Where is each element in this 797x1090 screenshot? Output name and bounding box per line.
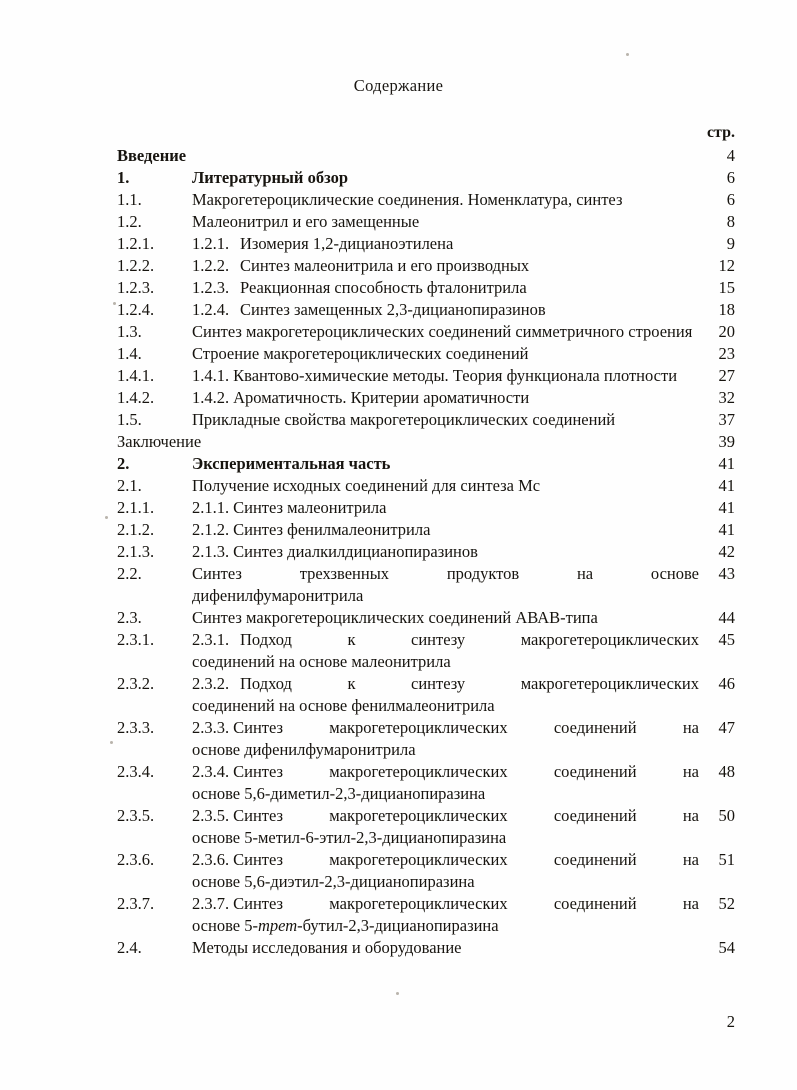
toc-entry-number: 2.3.2. [117,674,155,693]
toc-entry[interactable] [117,211,735,233]
toc-entry-page-number: 43 [718,564,735,583]
toc-entry-number: 1.4.1. [117,366,155,385]
toc-entry-page-number: 4 [726,146,735,165]
toc-entry-title [192,255,699,277]
toc-entry-title [192,321,699,343]
toc-entry[interactable] [117,497,735,519]
toc-entry-page-number: 51 [718,850,735,869]
toc-entry-title [192,937,699,959]
toc-entry-title [192,409,699,431]
toc-entry-page-number: 8 [726,212,735,231]
toc-title-text: Синтез фенилмалеонитрила [233,520,431,539]
toc-entry[interactable] [117,893,735,937]
toc-entry-page-number: 39 [718,432,735,451]
toc-entry[interactable] [117,167,735,189]
scan-speckle [113,302,116,305]
toc-entry-number: 2.1. [117,476,142,495]
toc-entry-number: 1.3. [117,322,142,341]
toc-entry-number: 1.4. [117,344,142,363]
toc-entry-number: 1.2.3. [117,278,155,297]
toc-entry-title [192,387,699,409]
toc-title-text: Экспериментальная часть [192,454,391,473]
scan-speckle [396,992,399,995]
toc-entry-title [192,805,699,849]
toc-entry[interactable] [117,805,735,849]
toc-entry-number: 2.3.7. [192,894,230,913]
toc-entry-page-number: 52 [718,894,735,913]
toc-entry-number: 2.3.2. [192,674,230,693]
toc-title-text: Синтез малеонитрила и его производных [240,256,530,275]
toc-title-line: 2.3.7. Синтез макрогетероциклических соединений на [192,894,699,913]
toc-entry-number: 2.3.4. [192,762,230,781]
toc-title-text: Макрогетероциклические соединения. Номенклатура, синтез [192,190,623,209]
toc-entry[interactable] [117,453,735,475]
toc-title-text: Получение исходных соединений для синтеза Мс [192,476,541,495]
toc-entry[interactable] [117,321,735,343]
toc-entry-number: 2.1.1. [117,498,155,517]
toc-entry[interactable] [117,409,735,431]
pages-column-header: стр. [706,124,735,141]
toc-entry-page-number: 41 [718,520,735,539]
page-title: Содержание [353,76,444,95]
toc-title-line: соединений на основе фенилмалеонитрила [192,696,495,715]
toc-entry-number: 1.5. [117,410,142,429]
toc-entry-title [192,893,699,937]
toc-entry[interactable] [117,519,735,541]
toc-entry-title [192,453,699,475]
toc-entry[interactable] [117,365,735,387]
toc-entry[interactable] [117,475,735,497]
toc-entry-title [192,299,699,321]
toc-entry[interactable] [117,607,735,629]
toc-entry-number: 2.3.3. [117,718,155,737]
toc-entry-number: 2.3.4. [117,762,155,781]
toc-title-line: соединений на основе малеонитрила [192,652,451,671]
toc-title-text: Синтез макрогетероциклических соединений симметричного строения [192,322,693,341]
toc-entry-number: 1. [117,168,130,187]
toc-title-line: 2.3.1. Подход к синтезу макрогетероциклических [192,630,699,649]
toc-entry[interactable] [117,849,735,893]
toc-entry-number: 1.4.2. [192,388,230,407]
toc-entry-number: 1.2.4. [117,300,155,319]
toc-entry-number: 2.3.6. [117,850,155,869]
toc-entry-title [192,277,699,299]
toc-entry-title [192,541,699,563]
toc-entry[interactable] [117,343,735,365]
scan-speckle [105,516,108,519]
toc-entry-number: 1.2.2. [117,256,155,275]
toc-entry-page-number: 12 [718,256,735,275]
toc-title-text: Введение [117,146,187,165]
scan-speckle [626,53,629,56]
toc-entry-page-number: 15 [718,278,735,297]
toc-entry-number: 1.2.2. [192,256,230,275]
toc-title-text: Строение макрогетероциклических соединений [192,344,529,363]
toc-entry-page-number: 47 [718,718,735,737]
table-of-contents [117,145,735,959]
toc-title-text: Синтез замещенных 2,3-дицианопиразинов [240,300,546,319]
toc-title-line: основе 5-метил-6-этил-2,3-дицианопиразина [192,828,507,847]
toc-title-text: Заключение [117,432,202,451]
toc-title-text: Изомерия 1,2-дицианоэтилена [240,234,454,253]
toc-title-text: Малеонитрил и его замещенные [192,212,420,231]
toc-entry-title [192,189,699,211]
toc-entry-number: 2.3.5. [192,806,230,825]
toc-entry[interactable] [117,145,735,167]
toc-entry[interactable] [117,299,735,321]
scan-speckle [110,741,113,744]
toc-entry-number: 1.2.4. [192,300,230,319]
toc-entry-page-number: 42 [718,542,735,561]
toc-entry-number: 2. [117,454,130,473]
toc-entry-page-number: 41 [718,476,735,495]
toc-entry[interactable] [117,277,735,299]
toc-entry-number: 2.3.5. [117,806,155,825]
toc-title-line: основе 5-трет-бутил-2,3-дицианопиразина [192,916,499,935]
toc-entry-title [192,167,699,189]
toc-title-text: Литературный обзор [192,168,349,187]
toc-title-text: Ароматичность. Критерии ароматичности [233,388,530,407]
toc-entry[interactable] [117,563,735,607]
toc-entry[interactable] [117,541,735,563]
toc-entry-title [192,673,699,717]
toc-entry-title [192,629,699,673]
toc-entry-page-number: 41 [718,498,735,517]
toc-entry-title [192,849,699,893]
toc-entry-number: 2.3.7. [117,894,155,913]
toc-entry-number: 2.3. [117,608,142,627]
toc-entry-number: 2.1.3. [192,542,230,561]
toc-entry-title [192,497,699,519]
toc-title-line: 2.3.4. Синтез макрогетероциклических соединений на [192,762,699,781]
toc-entry-number: 2.1.2. [117,520,155,539]
toc-entry-number: 2.4. [117,938,142,957]
toc-entry-page-number: 20 [718,322,735,341]
toc-entry-number: 2.1.2. [192,520,230,539]
toc-entry[interactable] [117,255,735,277]
toc-entry-page-number: 50 [718,806,735,825]
toc-entry-number: 1.1. [117,190,142,209]
toc-entry[interactable] [117,761,735,805]
toc-title-line: основе дифенилфумаронитрила [192,740,416,759]
toc-entry-title [117,145,699,167]
toc-title-line: дифенилфумаронитрила [192,586,364,605]
toc-entry-title [192,717,699,761]
toc-title-italic-part: трет [257,916,298,935]
toc-entry-number: 1.4.1. [192,366,230,385]
toc-entry-number: 2.3.6. [192,850,230,869]
toc-entry-number: 2.3.1. [192,630,230,649]
toc-entry-number: 2.1.3. [117,542,155,561]
toc-entry-title [192,607,699,629]
toc-entry-title [192,365,699,387]
toc-entry-title [192,211,699,233]
toc-title-text: Синтез малеонитрила [233,498,387,517]
toc-entry-page-number: 37 [718,410,735,429]
toc-title-text: Реакционная способность фталонитрила [240,278,527,297]
toc-entry-title [192,761,699,805]
toc-entry-number: 2.3.1. [117,630,155,649]
toc-entry-page-number: 32 [718,388,735,407]
toc-entry-page-number: 44 [718,608,735,627]
toc-entry-number: 2.2. [117,564,142,583]
toc-entry-page-number: 23 [718,344,735,363]
toc-entry-page-number: 46 [718,674,735,693]
toc-entry-page-number: 41 [718,454,735,473]
toc-entry[interactable] [117,629,735,673]
toc-title-line: 2.3.6. Синтез макрогетероциклических соединений на [192,850,699,869]
page-folio: 2 [726,1012,735,1031]
toc-title-text: Методы исследования и оборудование [192,938,462,957]
toc-title-text: Синтез диалкилдицианопиразинов [233,542,478,561]
toc-entry-page-number: 9 [726,234,735,253]
toc-entry[interactable] [117,673,735,717]
toc-entry-page-number: 48 [718,762,735,781]
toc-entry-page-number: 6 [726,190,735,209]
toc-entry[interactable] [117,431,735,453]
toc-entry-title [192,519,699,541]
toc-entry[interactable] [117,233,735,255]
toc-entry-title [192,343,699,365]
toc-entry-title [117,431,699,453]
toc-entry-page-number: 18 [718,300,735,319]
toc-entry[interactable] [117,189,735,211]
toc-entry-number: 1.2.1. [117,234,155,253]
toc-title-line: 2.3.3. Синтез макрогетероциклических соединений на [192,718,699,737]
toc-entry-number: 1.2.1. [192,234,230,253]
toc-entry-number: 1.2. [117,212,142,231]
toc-entry-title [192,563,699,607]
toc-entry-page-number: 45 [718,630,735,649]
toc-entry-title [192,233,699,255]
toc-entry[interactable] [117,717,735,761]
toc-title-line: 2.3.2. Подход к синтезу макрогетероциклических [192,674,699,693]
toc-entry-number: 2.3.3. [192,718,230,737]
toc-title-text: Синтез макрогетероциклических соединений АВАВ-типа [192,608,598,627]
toc-entry[interactable] [117,937,735,959]
toc-entry-page-number: 54 [718,938,735,957]
toc-entry-number: 1.4.2. [117,388,155,407]
toc-entry-page-number: 6 [726,168,735,187]
toc-title-line: основе 5,6-диэтил-2,3-дицианопиразина [192,872,475,891]
toc-entry-number: 1.2.3. [192,278,230,297]
toc-title-line: Синтез трехзвенных продуктов на основе [192,564,699,583]
toc-title-line: 2.3.5. Синтез макрогетероциклических соединений на [192,806,699,825]
toc-title-text: Квантово-химические методы. Теория функционала плотности [233,366,678,385]
toc-entry-number: 2.1.1. [192,498,230,517]
toc-entry-title [192,475,699,497]
toc-entry-page-number: 27 [718,366,735,385]
toc-title-text: Прикладные свойства макрогетероциклических соединений [192,410,616,429]
toc-entry[interactable] [117,387,735,409]
toc-title-line: основе 5,6-диметил-2,3-дицианопиразина [192,784,486,803]
